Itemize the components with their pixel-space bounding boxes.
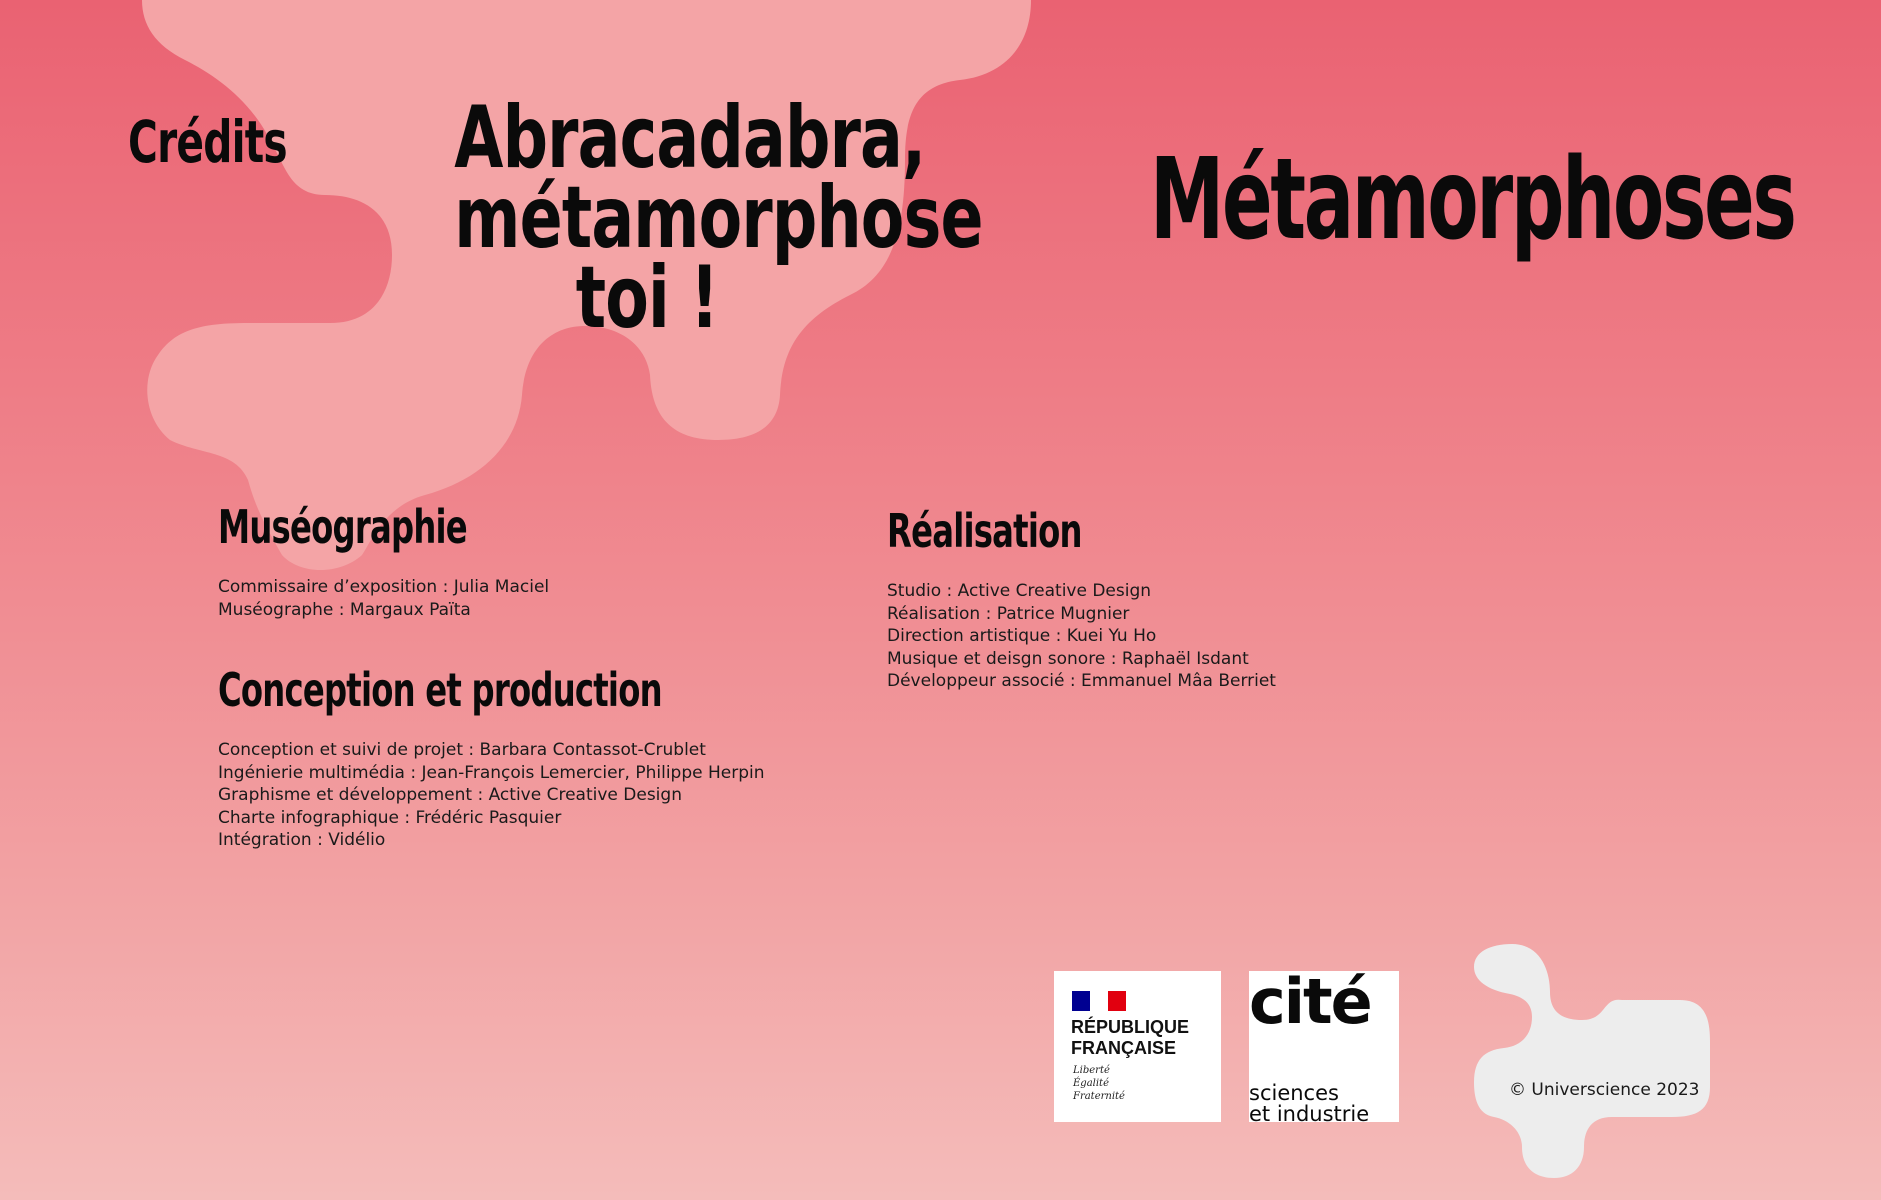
cite-logo-subtitle: sciences et industrie (1249, 1081, 1370, 1126)
copyright-text: © Universcience 2023 (1509, 1080, 1700, 1100)
credit-item: Développeur associé : Emmanuel Mâa Berriet (887, 671, 1276, 691)
credits-column-right (887, 504, 1447, 693)
republique-francaise-logo (1054, 971, 1221, 1122)
credit-item: Charte infographique : Frédéric Pasquier (218, 807, 562, 828)
republique-francaise-name: RÉPUBLIQUE FRANÇAISE (1071, 1017, 1190, 1058)
credit-list (218, 576, 838, 621)
page-title-line-2: métamorphose toi ! (454, 168, 983, 348)
page-title (454, 88, 983, 348)
credit-list (218, 739, 838, 852)
credit-item: Musique et deisgn sonore : Raphaël Isdant (887, 648, 1249, 669)
credit-item: Ingénierie multimédia : Jean-François Lemercier, Philippe Herpin (218, 762, 765, 783)
credits-label: Crédits (128, 108, 287, 176)
republique-motto: Liberté Égalité Fraternité (1073, 1065, 1125, 1102)
credit-item: Graphisme et développement : Active Creative Design (218, 785, 682, 805)
credits-column-left (218, 500, 838, 852)
cite-sciences-logo (1249, 965, 1399, 1126)
credit-item: Conception et suivi de projet : Barbara Contassot-Crublet (218, 740, 706, 760)
brand-title: Métamorphoses (1150, 135, 1795, 265)
credit-list (887, 580, 1447, 693)
french-flag-icon (1072, 991, 1126, 1011)
credit-item: Réalisation : Patrice Mugnier (887, 603, 1130, 624)
section-heading: Réalisation (887, 504, 1082, 558)
copyright-blob-shape (1472, 942, 1722, 1182)
credit-item: Intégration : Vidélio (218, 830, 386, 850)
cite-logo-word: cité (1249, 965, 1371, 1038)
credit-item: Commissaire d’exposition : Julia Maciel (218, 577, 550, 597)
credit-item: Studio : Active Creative Design (887, 581, 1152, 601)
section-heading: Muséographie (218, 500, 467, 554)
section-heading: Conception et production (218, 663, 662, 717)
credit-item: Direction artistique : Kuei Yu Ho (887, 626, 1157, 646)
credit-item: Muséographe : Margaux Païta (218, 599, 471, 620)
page-title-line-1: Abracadabra, (454, 88, 926, 188)
section-conception (218, 663, 838, 852)
section-museographie (218, 500, 838, 621)
section-realisation (887, 504, 1447, 693)
